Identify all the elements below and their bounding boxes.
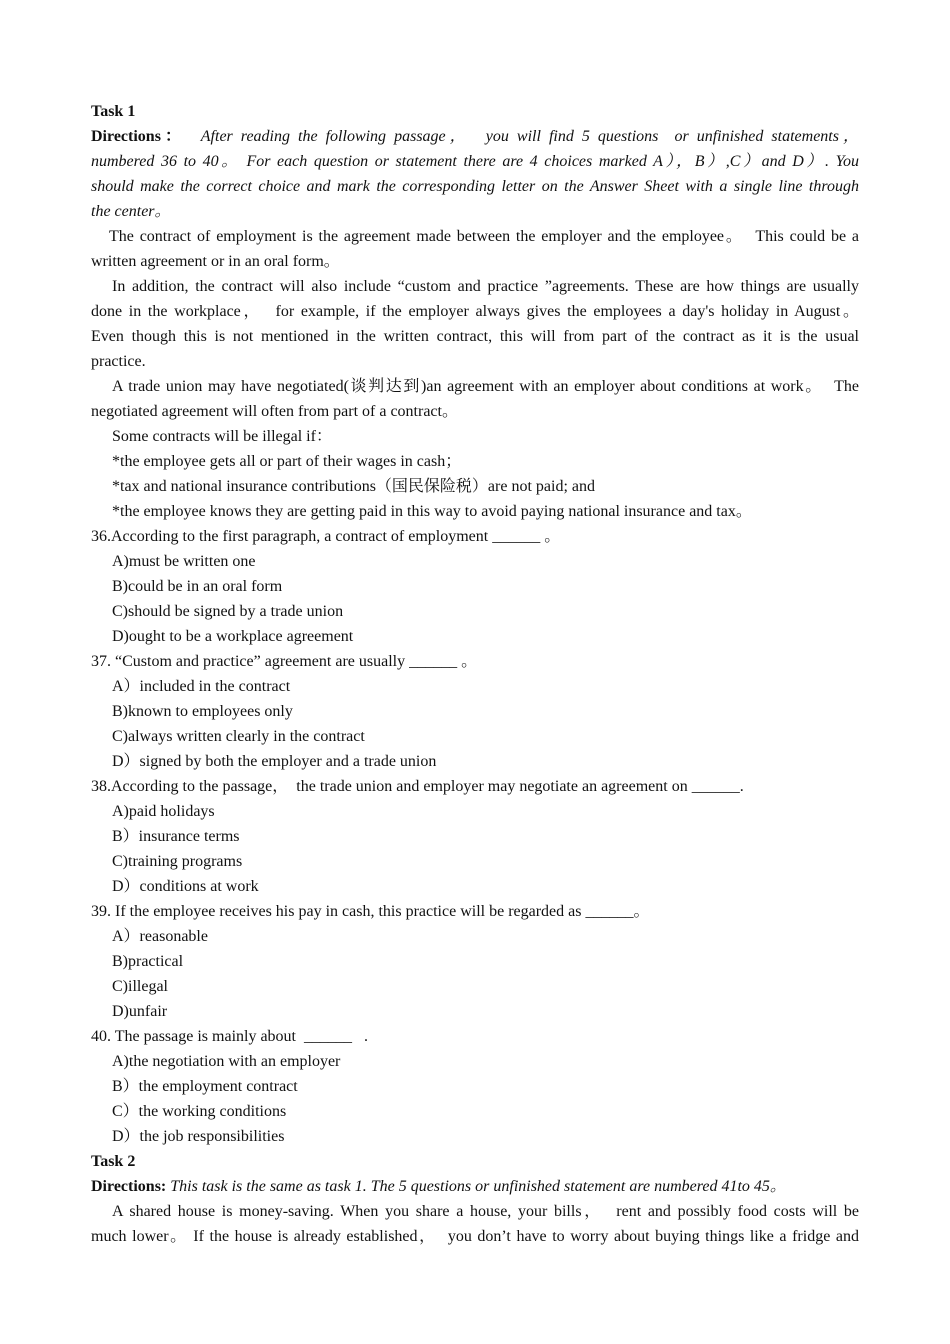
directions-label: Directions： bbox=[91, 128, 185, 145]
passage-paragraph-1: The contract of employment is the agreement made between the employer and the employee。 This could be a written agreement or in an oral form。 bbox=[91, 228, 859, 270]
illegal-conditions-list bbox=[91, 449, 859, 524]
question-stem: 36.According to the first paragraph, a contract of employment ______ 。 bbox=[91, 528, 561, 545]
option-a: A）included in the contract bbox=[112, 678, 291, 695]
option-b: B）insurance terms bbox=[112, 828, 240, 845]
question-37 bbox=[91, 649, 859, 774]
task-2-directions bbox=[91, 1174, 859, 1199]
option-c: C)should be signed by a trade union bbox=[112, 603, 344, 620]
question-stem: 37. “Custom and practice” agreement are usually ______ 。 bbox=[91, 653, 478, 670]
passage-paragraph-3: A trade union may have negotiated(谈判达到)an agreement with an employer about conditions at work。 The negotiated agreement will often from part of a contract。 bbox=[91, 378, 859, 420]
list-item: *the employee gets all or part of their wages in cash； bbox=[112, 453, 462, 470]
directions-text: should make the correct choice and mark the corresponding letter on the Answer Sheet with a single line through bbox=[91, 178, 859, 195]
task-2-passage-paragraph: A shared house is money-saving. When you share a house, your bills， rent and possibly food costs will be much lower。 If the house is already established， you don’t have to worry about buying things like a fridge and bbox=[91, 1203, 859, 1245]
option-a: A)the negotiation with an employer bbox=[112, 1053, 341, 1070]
option-a: A)paid holidays bbox=[112, 803, 215, 820]
option-d: D）signed by both the employer and a trade union bbox=[112, 753, 437, 770]
task-1-title: Task 1 bbox=[91, 103, 136, 120]
question-36 bbox=[91, 524, 859, 649]
directions-text: numbered 36 to 40。 For each question or statement there are 4 choices marked A），B）,C）and D）. You bbox=[91, 153, 859, 170]
option-d: D）the job responsibilities bbox=[112, 1128, 285, 1145]
document-page bbox=[91, 99, 859, 1249]
question-38 bbox=[91, 774, 859, 899]
list-item: *the employee knows they are getting paid in this way to avoid paying national insurance and tax。 bbox=[112, 503, 752, 520]
illegal-intro: Some contracts will be illegal if： bbox=[112, 428, 332, 445]
option-b: B)could be in an oral form bbox=[112, 578, 283, 595]
passage-paragraph-2: In addition, the contract will also include “custom and practice ”agreements. These are how things are usually done in the workplace， for example, if the employer always gives the employees a day's holiday in August。 Even though this is not mentioned in the written contract, this will from part of the contract as it is the usual practice. bbox=[91, 278, 859, 370]
question-stem: 39. If the employee receives his pay in cash, this practice will be regarded as ______。 bbox=[91, 903, 650, 920]
option-d: D）conditions at work bbox=[112, 878, 259, 895]
task-1-directions bbox=[91, 124, 859, 224]
question-stem: 38.According to the passage， the trade union and employer may negotiate an agreement on ______. bbox=[91, 778, 744, 795]
option-a: A)must be written one bbox=[112, 553, 256, 570]
option-c: C)illegal bbox=[112, 978, 168, 995]
task-2-title: Task 2 bbox=[91, 1153, 136, 1170]
option-d: D)unfair bbox=[112, 1003, 168, 1020]
option-a: A）reasonable bbox=[112, 928, 208, 945]
directions-text: the center。 bbox=[91, 203, 171, 220]
option-b: B)practical bbox=[112, 953, 184, 970]
option-d: D)ought to be a workplace agreement bbox=[112, 628, 354, 645]
directions-label: Directions: bbox=[91, 1178, 167, 1195]
question-40 bbox=[91, 1024, 859, 1149]
directions-text: After reading the following passage， you will find 5 questions or unfinished statements， bbox=[185, 128, 859, 145]
option-b: B)known to employees only bbox=[112, 703, 293, 720]
directions-text: This task is the same as task 1. The 5 questions or unfinished statement are numbered 41to 45。 bbox=[166, 1178, 786, 1195]
question-stem: 40. The passage is mainly about ______ . bbox=[91, 1028, 368, 1045]
question-39 bbox=[91, 899, 859, 1024]
option-c: C）the working conditions bbox=[112, 1103, 287, 1120]
option-b: B）the employment contract bbox=[112, 1078, 298, 1095]
option-c: C)training programs bbox=[112, 853, 243, 870]
option-c: C)always written clearly in the contract bbox=[112, 728, 365, 745]
list-item: *tax and national insurance contributions（国民保险税）are not paid; and bbox=[112, 478, 596, 495]
